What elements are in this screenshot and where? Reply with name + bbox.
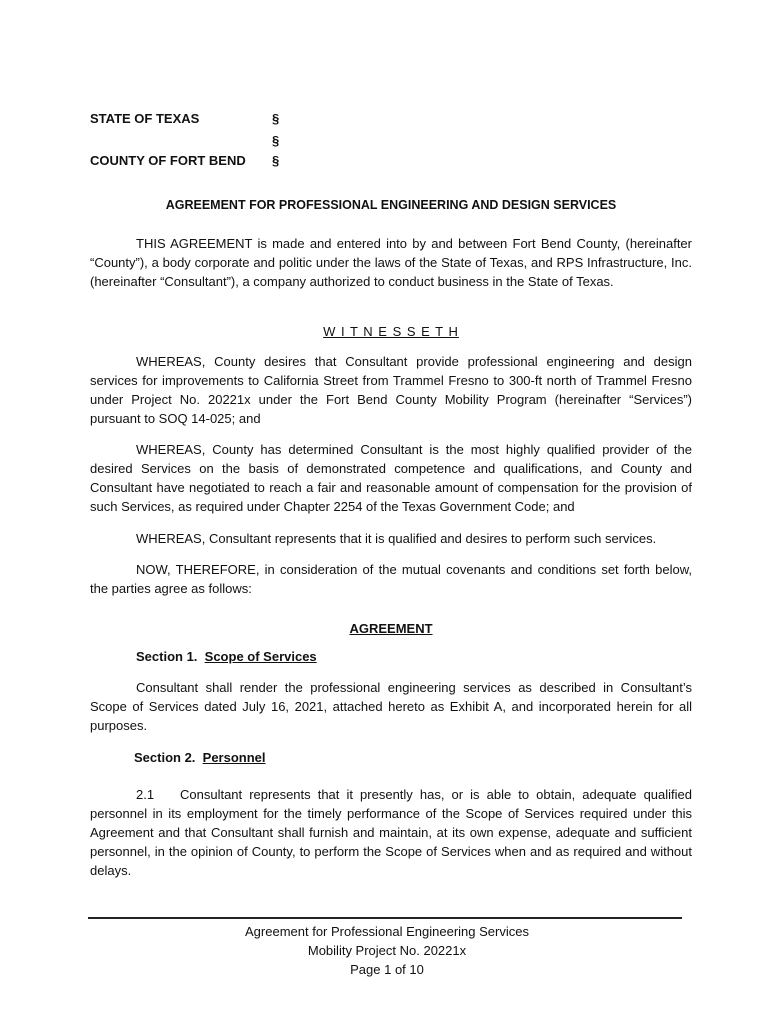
- section-number: Section 2.: [134, 750, 196, 765]
- whereas-paragraph: WHEREAS, County has determined Consultant is the most highly qualified provider of the desired Services on the basis of demonstrated competence and qualifications, and County and Consultant have negotiated to reach a fair and reasonable amount of compensation for the provision of such Services, as required under Chapter 2254 of the Texas Government Code; and: [90, 442, 692, 514]
- document-title: AGREEMENT FOR PROFESSIONAL ENGINEERING AND DESIGN SERVICES: [165, 198, 617, 212]
- now-therefore-paragraph: NOW, THEREFORE, in consideration of the mutual covenants and conditions set forth below, the parties agree as follows:: [90, 562, 692, 596]
- footer-line: Agreement for Professional Engineering Services: [245, 924, 529, 939]
- witnesseth-heading: W I T N E S S E T H: [323, 324, 459, 339]
- section-mark: §: [272, 153, 280, 168]
- page-number: Page 1 of 10: [350, 962, 424, 977]
- section-title: Scope of Services: [204, 649, 317, 664]
- state-label: STATE OF TEXAS: [90, 111, 200, 126]
- section-mark: §: [272, 133, 280, 148]
- footer-rule: [88, 917, 682, 919]
- section-number: Section 1.: [136, 649, 198, 664]
- section-mark: §: [272, 111, 280, 126]
- whereas-paragraph: WHEREAS, Consultant represents that it is qualified and desires to perform such services.: [136, 531, 657, 546]
- whereas-paragraph: WHEREAS, County desires that Consultant provide professional engineering and design services for improvements to California Street from Trammel Fresno to 300-ft north of Trammel Fresno under Project No. 20221x under the Fort Bend County Mobility Program (hereinafter “Services”) pursuant to SOQ 14-025; and: [90, 354, 692, 426]
- agreement-heading: AGREEMENT: [349, 621, 433, 636]
- county-label: COUNTY OF FORT BEND: [90, 153, 246, 168]
- section-2-heading: [134, 748, 266, 767]
- section-1-heading: [136, 647, 317, 666]
- intro-paragraph: THIS AGREEMENT is made and entered into by and between Fort Bend County, (hereinafter “County”), a body corporate and politic under the laws of the State of Texas, and RPS Infrastructure, Inc. (hereinafter “Consultant”), a company authorized to conduct business in the State of Texas.: [90, 236, 692, 289]
- section-1-body: Consultant shall render the professional engineering services as described in Consultant’s Scope of Services dated July 16, 2021, attached hereto as Exhibit A, and incorporated herein for all purposes.: [90, 680, 692, 733]
- clause-body: Consultant represents that it presently has, or is able to obtain, adequate qualified personnel in its employment for the timely performance of the Scope of Services required under this Agreement and that Consultant shall furnish and maintain, at its own expense, adequate and sufficient personnel, in the opinion of County, to perform the Scope of Services when and as required and without delays.: [90, 787, 692, 878]
- section-2-clause: [90, 785, 692, 880]
- clause-number: 2.1: [136, 787, 155, 802]
- footer-line: Mobility Project No. 20221x: [307, 943, 467, 958]
- section-title: Personnel: [202, 750, 266, 765]
